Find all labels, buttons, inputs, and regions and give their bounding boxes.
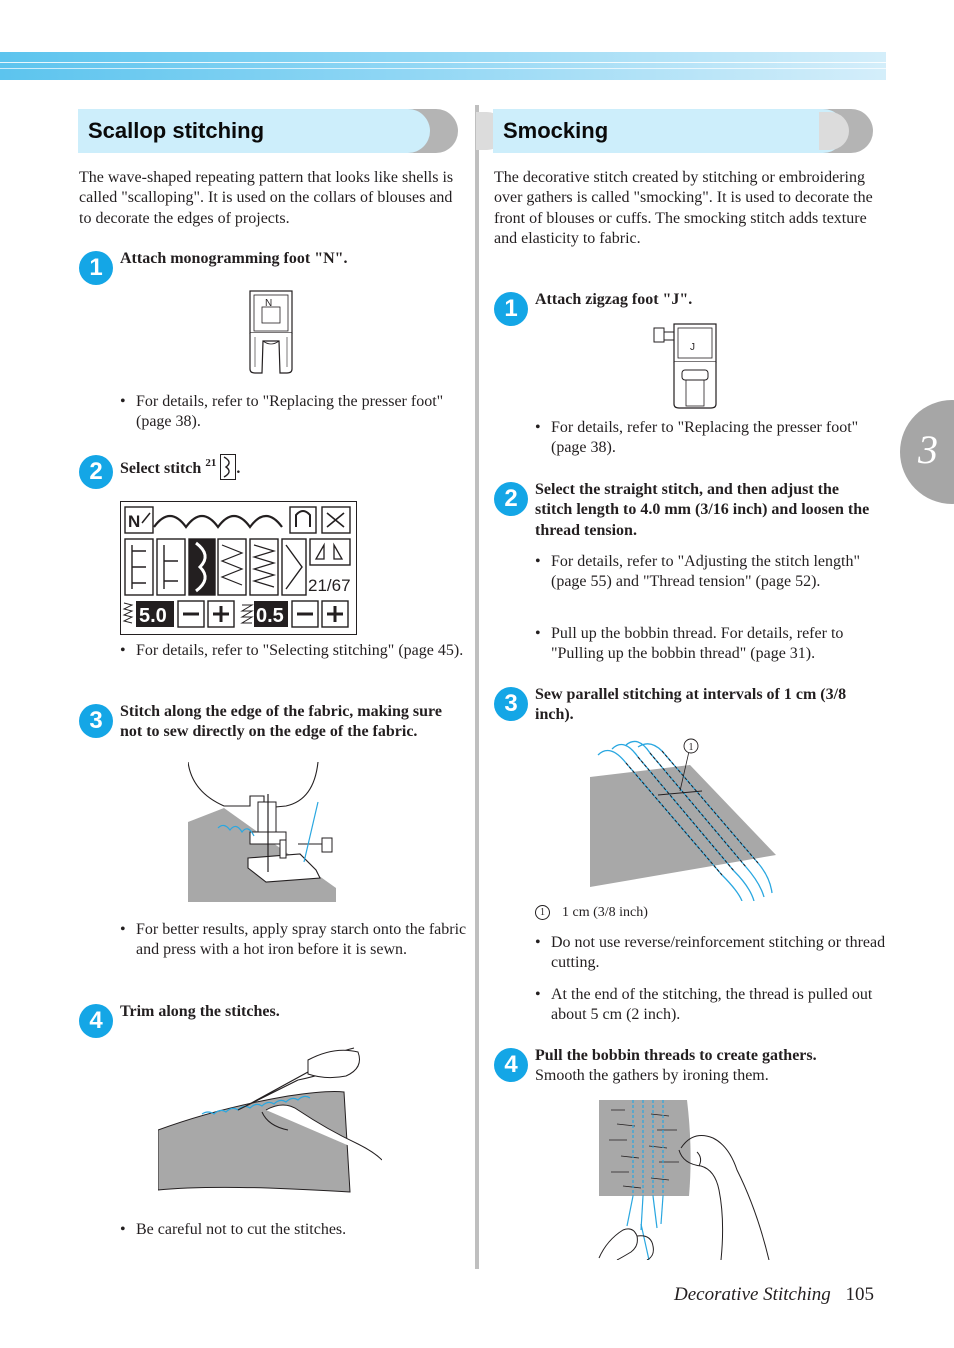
bullet: • For details, refer to "Replacing the presser foot" (page 38). bbox=[535, 419, 859, 457]
step-number: 2 bbox=[79, 455, 113, 489]
width-value: 5.0 bbox=[139, 605, 167, 627]
step-number: 4 bbox=[79, 1004, 113, 1038]
bullet: • For details, refer to "Replacing the presser foot" (page 38). bbox=[120, 393, 444, 431]
step-4-left bbox=[79, 1002, 459, 1042]
step-text: Stitch along the edge of the fabric, making sure not to sew directly on the edge of the fabric. bbox=[120, 703, 442, 741]
step-1-left bbox=[79, 249, 459, 289]
bullet: • Do not use reverse/reinforcement stitching or thread cutting. bbox=[535, 934, 886, 972]
step-3-left bbox=[79, 702, 459, 746]
step-text: Select the straight stitch, and then adjust the stitch length to 4.0 mm (3/16 inch) and loosen the thread tension. bbox=[535, 481, 870, 539]
step-number: 1 bbox=[79, 251, 113, 285]
step-number: 3 bbox=[494, 687, 528, 721]
step-number: 2 bbox=[494, 482, 528, 516]
callout-number: 1 bbox=[688, 742, 694, 753]
chapter-number: 3 bbox=[918, 427, 938, 472]
bullet: • Be careful not to cut the stitches. bbox=[120, 1221, 347, 1238]
lcd-mode-label: N bbox=[128, 512, 141, 531]
foot-letter: J bbox=[690, 342, 695, 353]
section-heading-smocking bbox=[493, 109, 873, 153]
bullet: • At the end of the stitching, the thread is pulled out about 5 cm (2 inch). bbox=[535, 986, 873, 1024]
trimming-figure bbox=[158, 1040, 382, 1202]
step-text: Trim along the stitches. bbox=[120, 1003, 280, 1020]
foot-letter: N bbox=[265, 298, 273, 309]
step-text: Pull the bobbin threads to create gathers. Smooth the gathers by ironing them. bbox=[535, 1047, 817, 1085]
intro-text: The wave-shaped repeating pattern that looks like shells is called "scalloping". It is used on the collars of blouses and to decorate the edges of projects. bbox=[79, 169, 454, 227]
bullet: • For better results, apply spray starch onto the fabric and press with a hot iron before it is sewn. bbox=[120, 921, 467, 959]
bullet: • Pull up the bobbin thread. For details, refer to "Pulling up the bobbin thread" (page 31). bbox=[535, 625, 844, 663]
footer-title: Decorative Stitching bbox=[674, 1284, 831, 1305]
scallop-stitch-icon bbox=[220, 454, 236, 480]
step-text: Sew parallel stitching at intervals of 1 cm (3/8 inch). bbox=[535, 686, 847, 724]
step-4-right bbox=[494, 1046, 874, 1090]
monogramming-foot-figure bbox=[246, 289, 296, 375]
lcd-screen-figure bbox=[120, 501, 357, 635]
bullet: • For details, refer to "Adjusting the stitch length" (page 55) and "Thread tension" (page 52). bbox=[535, 553, 861, 591]
sewing-edge-figure bbox=[188, 762, 338, 902]
length-value: 0.5 bbox=[256, 605, 284, 627]
step-2-left bbox=[79, 453, 459, 493]
bullet: • For details, refer to "Selecting stitching" (page 45). bbox=[120, 642, 464, 659]
gathers-figure bbox=[597, 1100, 773, 1260]
step-3-right bbox=[494, 685, 874, 729]
step-number: 1 bbox=[494, 292, 528, 326]
step-text: Attach monogramming foot "N". bbox=[120, 250, 348, 267]
zigzag-foot-figure bbox=[652, 322, 718, 410]
chapter-tab bbox=[900, 400, 954, 504]
step-2-right bbox=[494, 480, 874, 544]
figure-caption: 1 1 cm (3/8 inch) bbox=[535, 905, 648, 921]
step-text: Attach zigzag foot "J". bbox=[535, 291, 693, 308]
step-number: 4 bbox=[494, 1048, 528, 1082]
page-number: 105 bbox=[845, 1284, 874, 1305]
intro-text: The decorative stitch created by stitching or embroidering over gathers is called "smocking". It is used to decorate the front of blouses or cuffs. The smocking stitch adds texture and elasticity to fabric. bbox=[494, 169, 873, 248]
section-heading-scallop bbox=[78, 109, 458, 153]
step-number: 3 bbox=[79, 704, 113, 738]
parallel-stitching-figure bbox=[590, 735, 780, 901]
column-divider bbox=[475, 105, 479, 1269]
section-title: Smocking bbox=[503, 118, 609, 143]
lcd-counter: 21/67 bbox=[308, 576, 351, 595]
step-text: Select stitch $^{21}$ . bbox=[120, 453, 240, 480]
page-footer bbox=[674, 1284, 874, 1306]
top-banner bbox=[0, 52, 886, 80]
section-title: Scallop stitching bbox=[88, 118, 265, 143]
